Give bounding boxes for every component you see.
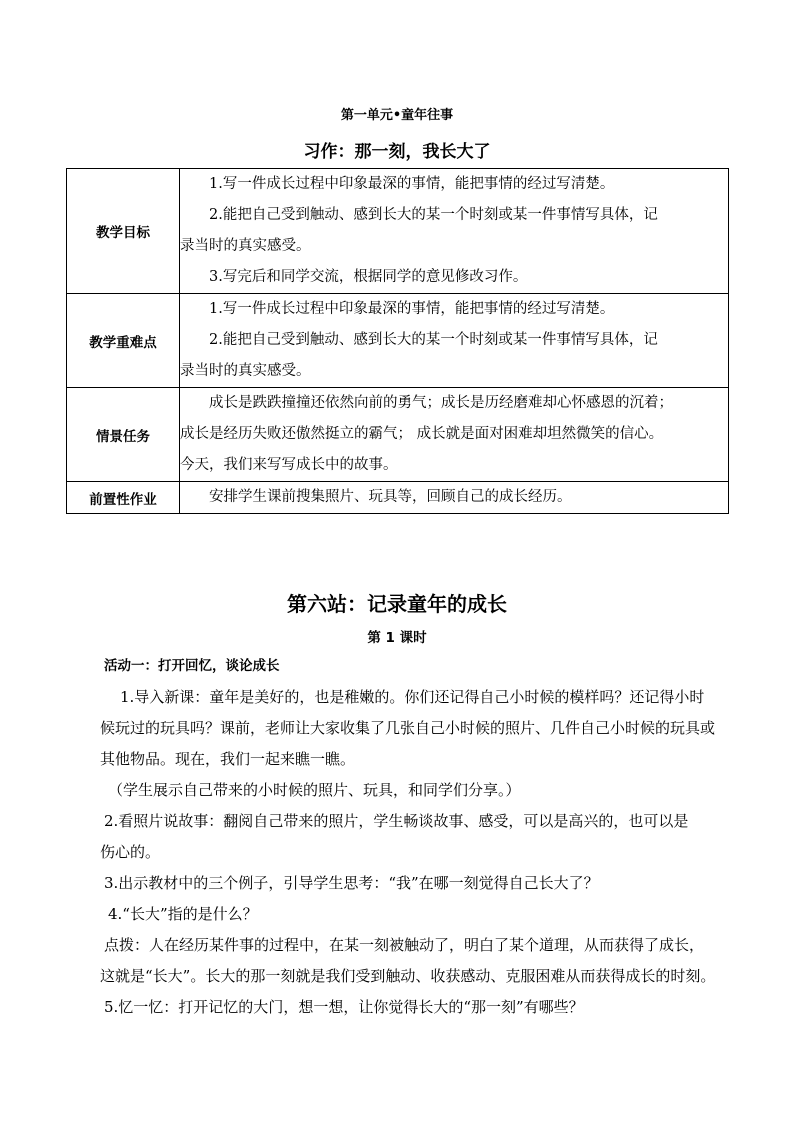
body-line: 2.看照片说故事：翻阅自己带来的照片，学生畅谈故事、感受，可以是高兴的，也可以是: [104, 812, 689, 830]
body-line: 点拨：人在经历某件事的过程中，在某一刻被触动了，明白了某个道理，从而获得了成长，: [104, 936, 705, 954]
body-line: 这就是“长大”。长大的那一刻就是我们受到触动、收获感动、克服困难从而获得成长的时刻。: [100, 967, 716, 985]
table-row: [67, 388, 729, 482]
station-title: 第六站：记录童年的成长: [287, 592, 507, 616]
content-line: 安排学生课前搜集照片、玩具等，回顾自己的成长经历。: [209, 489, 572, 505]
row-content: [180, 482, 729, 514]
body-line: 1.导入新课：童年是美好的，也是稚嫩的。你们还记得自己小时候的模样吗？还记得小时: [120, 688, 705, 706]
row-label: 前置性作业: [67, 482, 180, 514]
content-line: 3.写完后和同学交流，根据同学的意见修改习作。: [209, 269, 528, 285]
body-line: 其他物品。现在，我们一起来瞧一瞧。: [100, 750, 356, 768]
table-row: [67, 169, 729, 294]
lesson-title: 习作：那一刻，我长大了: [303, 142, 491, 162]
content-line: 录当时的真实感受。: [180, 363, 311, 379]
content-line: 1.写一件成长过程中印象最深的事情，能把事情的经过写清楚。: [209, 301, 615, 317]
content-line: 成长是跌跌撞撞还依然向前的勇气；成长是历经磨难却心怀感恩的沉着；: [209, 395, 673, 411]
lesson-body: [100, 651, 726, 1023]
lesson-plan-table: [66, 168, 729, 514]
table-row: [67, 482, 729, 514]
period-label: 第 1 课时: [367, 630, 427, 646]
content-line: 今天，我们来写写成长中的故事。: [180, 457, 398, 473]
content-line: 成长是经历失败还傲然挺立的霸气； 成长就是面对困难却坦然微笑的信心。: [180, 426, 664, 442]
body-line: 5.忆一忆：打开记忆的大门，想一想，让你觉得长大的“那一刻”有哪些？: [104, 998, 584, 1016]
unit-title: 第一单元•童年往事: [340, 108, 454, 123]
activity-heading: 活动一：打开回忆，谈论成长: [104, 658, 280, 674]
row-content: [180, 294, 729, 388]
body-line: （学生展示自己带来的小时候的照片、玩具，和同学们分享。）: [108, 781, 521, 799]
body-line: 候玩过的玩具吗？课前，老师让大家收集了几张自己小时候的照片、几件自己小时候的玩具或: [100, 719, 716, 737]
body-line: 3.出示教材中的三个例子，引导学生思考：“我”在哪一刻觉得自己长大了？: [104, 874, 599, 892]
content-line: 2.能把自己受到触动、感到长大的某一个时刻或某一件事情写具体，记: [209, 332, 658, 348]
content-line: 2.能把自己受到触动、感到长大的某一个时刻或某一件事情写具体，记: [209, 207, 658, 223]
row-label: 教学重难点: [67, 294, 180, 388]
row-label: 情景任务: [67, 388, 180, 482]
body-line: 伤心的。: [100, 843, 161, 861]
row-content: [180, 169, 729, 294]
content-line: 1.写一件成长过程中印象最深的事情，能把事情的经过写清楚。: [209, 176, 615, 192]
table-row: [67, 294, 729, 388]
content-line: 录当时的真实感受。: [180, 238, 311, 254]
row-content: [180, 388, 729, 482]
row-label: 教学目标: [67, 169, 180, 294]
body-line: 4.“长大”指的是什么？: [108, 905, 258, 923]
